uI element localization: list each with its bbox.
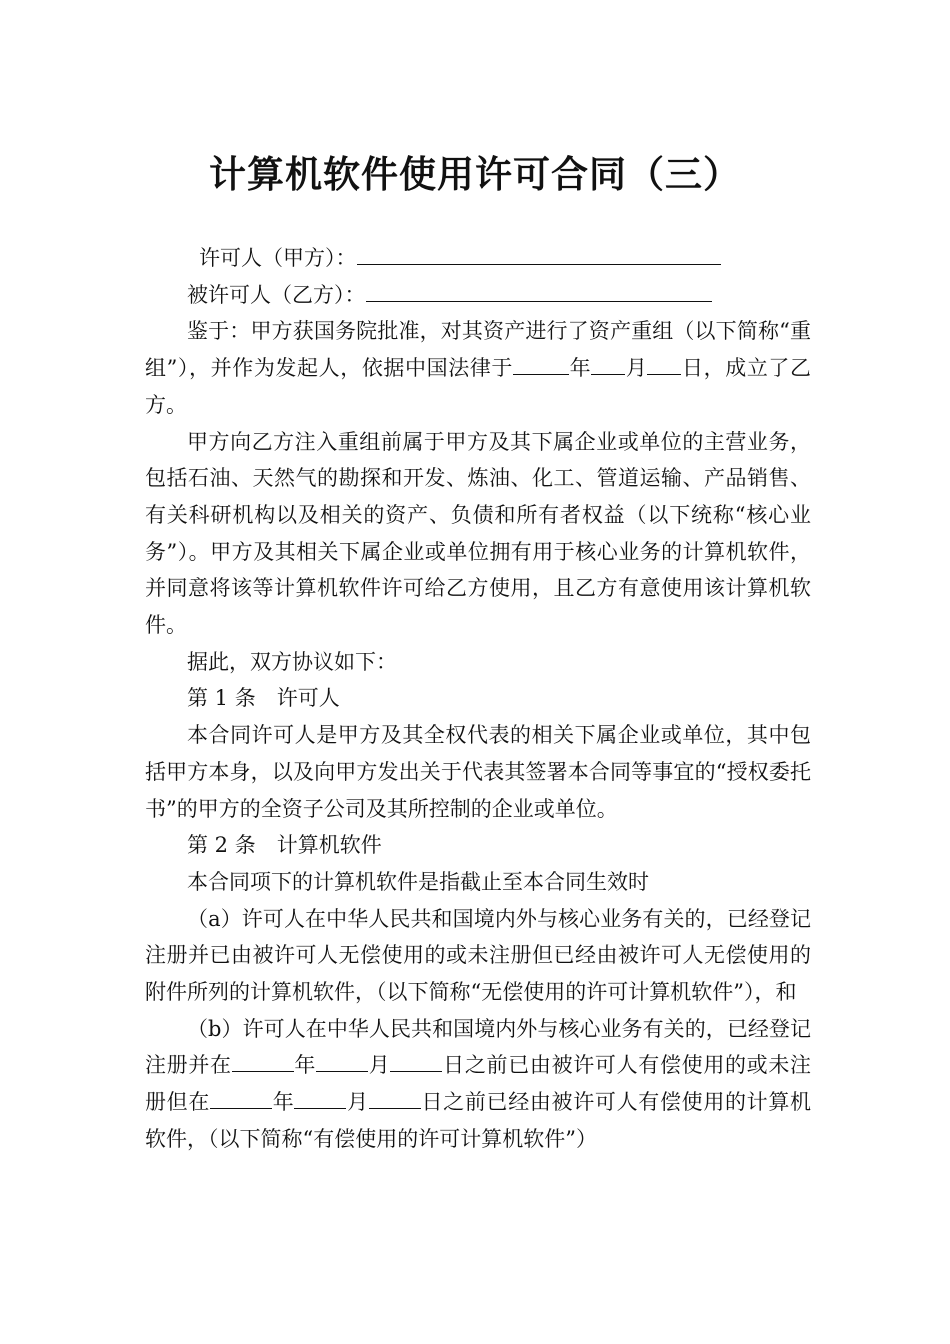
date-year-label: 年 [569,356,592,381]
contract-body [145,240,811,1158]
agreement-intro: 据此，双方协议如下： [187,649,397,674]
article-2-intro: 本合同项下的计算机软件是指截止至本合同生效时 [187,869,649,894]
item-b-month-blank-1 [316,1049,368,1072]
licensee-label: 被许可人（乙方）： [187,282,366,307]
article-2-heading: 第 2 条 计算机软件 [187,833,382,858]
item-b-day-blank-1 [390,1049,442,1072]
item-b-month-label-1: 月 [368,1053,391,1078]
licensor-label: 许可人（甲方）： [199,246,357,270]
item-b-text-1: （b）许可人在中华人民共和国境内外与核心业务有关的，已经登记注册并在 [145,1016,811,1078]
date-month-label: 月 [625,356,648,381]
date-year-blank [513,352,569,375]
item-b-year-label-1: 年 [293,1053,317,1078]
licensor-blank [357,242,721,265]
item-b-day-blank-2 [369,1086,421,1109]
document-title: 计算机软件使用许可合同（三） [209,152,741,196]
whereas-paragraph-1 [145,313,811,423]
item-b-year-label-2: 年 [272,1090,295,1115]
article-1-body: 本合同许可人是甲方及其全权代表的相关下属企业或单位，其中包括甲方本身，以及向甲方发出关于代表其签署本合同等事宜的“授权委托书”的甲方的全资子公司及其所控制的企业或单位。 [145,723,811,821]
item-b-month-blank-2 [294,1086,346,1109]
item-b-month-label-2: 月 [346,1090,369,1115]
item-b-text-3: 日之前已经由被许可人有偿使用的计算机软件，（以下简称“有偿使用的许可计算机软件”） [145,1090,812,1151]
date-day-blank [647,352,681,375]
whereas-1-text-b: 成立了乙方。 [145,356,812,417]
item-b-text-2: 日之前已由被许可人有偿使用的或未注册但在 [145,1053,812,1115]
whereas-1-text-a: 鉴于：甲方获国务院批准，对其资产进行了资产重组（以下简称“重组”），并作为发起人，依据中国法律于 [145,319,811,381]
licensee-blank [366,279,712,302]
item-b-year-blank-2 [210,1086,272,1109]
licensee-line [145,277,811,314]
date-day-label: 日， [681,356,726,381]
article-1-heading: 第 1 条 许可人 [187,686,340,711]
item-b-year-blank-1 [232,1049,294,1072]
licensor-line [145,240,811,277]
article-2-item-a: （a）许可人在中华人民共和国境内外与核心业务有关的，已经登记注册并已由被许可人无偿使用的或未注册但已经由被许可人无偿使用的附件所列的计算机软件，（以下简称“无偿使用的许可计算机软件”），和 [145,906,811,1005]
article-2-item-b [145,1011,811,1158]
whereas-paragraph-2: 甲方向乙方注入重组前属于甲方及其下属企业或单位的主营业务，包括石油、天然气的勘探和开发、炼油、化工、管道运输、产品销售、有关科研机构以及相关的资产、负债和所有者权益（以下统称“核心业务”）。甲方及其相关下属企业或单位拥有用于核心业务的计算机软件，并同意将该等计算机软件许可给乙方使用，且乙方有意使用该计算机软件。 [145,429,811,638]
date-month-blank [591,352,625,375]
